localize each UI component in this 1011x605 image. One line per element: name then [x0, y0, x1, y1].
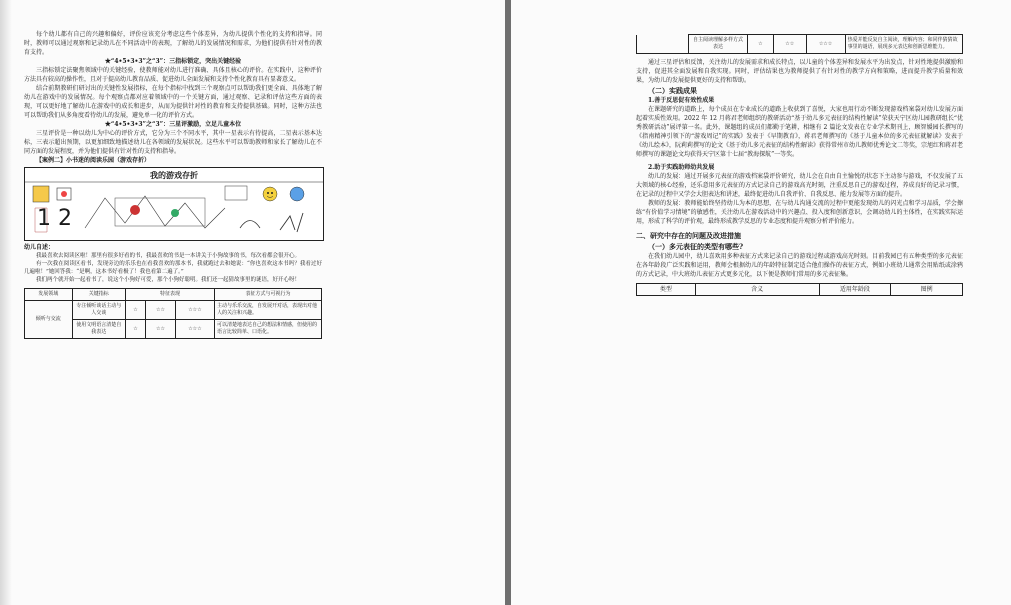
left-document-page: [0, 0, 505, 605]
section-heading: ★“4•5•3•3”之“3”：三星评激励，立足儿童本位: [104, 121, 242, 128]
table-header-row: [637, 284, 963, 296]
child-drawing-image: [24, 167, 324, 241]
table-header: 关键指标: [72, 289, 125, 301]
star-rating-one: ☆: [125, 320, 145, 339]
star-rating-three: ☆☆☆: [175, 301, 214, 320]
table-cell: 主动与乐乐交流，自发展开对话，表现出对他人的关注和兴趣。: [215, 301, 322, 320]
table-header: 类型: [637, 284, 696, 296]
evaluation-table: [24, 288, 322, 339]
paragraph: 教师的发展：教师能始终坚持幼儿为本的思想，在与幼儿沟通交流的过程中更能发现幼儿的闪光点和学习品质，学会擦练“有价值学习情境”的敏感性，关注幼儿在游戏活动中的兴趣点、投入度和创新意识，会调动幼儿的主体性，在实践实际运用，形成了科学的评价观，最终形成教学反思的专业态度和提升观察分析评价能力。: [636, 200, 963, 225]
table-header: 适用年龄段: [819, 284, 891, 296]
table-header: 图例: [891, 284, 963, 296]
child-narration: 我最喜欢去阅读区啦！那里有很多好看的书，我最喜欢的书是一本讲关于小狗故事的书，每次看都会很开心。: [36, 253, 301, 259]
table-header: 特征表现: [125, 289, 214, 301]
right-page-content: [636, 34, 963, 296]
paragraph: 幼儿的发展：通过开展多元表征的游戏档案袋评价研究，幼儿会在自由自主愉悦的状态下主动参与游戏，不仅发展了五大领域的核心经验，还乐意用多元表征的方式记录自己的游戏高光时刻，注重反思自己的游戏过程，养成良好的记录习惯，在记录的过程中又学会大胆表达和讲述，最终促进幼儿自我评价、自我反思、能力发展等方面的提升。: [636, 173, 963, 198]
section-heading: （一）多元表征的类型有哪些?: [648, 242, 744, 251]
table-row: [25, 301, 322, 320]
paragraph: 三指标锁定法聚焦领域中的关键经验，使教师能对幼儿进行准确、具体且核心的评价。在实践中，这种评价方法具有较高的操作性，且对于提高幼儿教育品质、促进幼儿全面发展和支持个性化教育具有显著意义。: [24, 67, 322, 83]
child-narration: 我们两个就开始一起看书了，说这个小狗好可爱，那个小狗好聪明。我们还一起猜故事里的谜语，好开心呀！: [36, 277, 301, 283]
evaluation-table-continued: [636, 34, 963, 54]
star-rating-two: ☆☆: [146, 320, 176, 339]
star-rating-one: ☆: [125, 301, 145, 320]
subsection-heading: 2.助于实践助师幼共发展: [648, 164, 715, 171]
table-header: 表征方式与可视行为: [215, 289, 322, 301]
page-edge-shadow: [0, 0, 12, 605]
table-cell: 自主阅读理解多样方式表达: [689, 35, 748, 54]
left-page-content: [24, 30, 322, 339]
table-header: 发展领域: [25, 289, 73, 301]
paragraph: 通过三星评估和反馈，关注幼儿的发展需求和成长特点，以儿童的个体差异和发展水平为出发点，针对性地提供激励和支持，促进其全面发展和自我实现。同时，评估结果也为教师提供了有针对性的教学方向和策略，进而提升教学质量和效果，为幼儿的发展提供更好的支持和帮助。: [636, 59, 963, 84]
paragraph: 在课题研究的道路上，每个成员在专业成长的道路上收获到了喜悦，大家也用行动不断发现游戏档案袋对幼儿发展方面起着实质性效用。2022 年 12 月蒋君老师组织的教研活动“基于幼儿多元表征的结构性解读”荣获天宁区幼儿园教研组长“优秀教研活动”展评第一名。此外，课题组的成员们都勤于笔耕，相继有 2 篇论文发表在专业学术期刊上，顾智媛园长撰写的《指南精神引领下的“游戏周记”的实践》发表于《早期教育》，蒋君老师撰写的《基于儿童本位的多元表征就解读》发表于《幼儿绘本》，阮莉莉撰写的论文《基于幼儿多元表征的结构性解读》获得常州市幼儿教师优秀论文二等奖，宗旭红和蒋君老师撰写的课题论文均获得天宁区第十七届“教海探航”一等奖。: [636, 106, 964, 158]
table-header: 含义: [695, 284, 819, 296]
section-heading: ★“4•5•3•3”之“3”：三指标锁定，突出关键经验: [104, 58, 242, 65]
drawing-handwritten-numbers: 1 2: [37, 206, 72, 231]
table-row: [637, 35, 963, 54]
table-cell: 使用文明语言清楚自我表达: [72, 320, 125, 339]
representation-types-table: [636, 283, 963, 296]
table-cell: 可以清楚地表达自己的想法和情感，但使用的语言比较简单、口语化。: [215, 320, 322, 339]
table-cell: 热爱并能反复自主阅读，理解内容；和同伴猜猜故事里的谜语，展现多元表达和创新思维能力。: [845, 35, 962, 54]
chapter-heading: 二、研究中存在的问题及改进措施: [636, 231, 741, 240]
paragraph: 在我们幼儿园中，幼儿喜欢用多种表征方式来记录自己的游戏过程或游戏高光时刻。目前我园已有五种类型的多元表征在各年龄段广泛实践和运用，教师会根据幼儿的年龄特征制定适合他们操作的表征方式，例如小班幼儿通常会用贴纸或涂鸦的方式记录，中大班幼儿表征方式更多元化，以下便是教师们常用的多元表征集。: [636, 253, 963, 278]
table-cell: 专注倾听谈话主动与人交谈: [72, 301, 125, 320]
drawing-title: 我的游戏存折: [150, 170, 198, 180]
table-header-row: [25, 289, 322, 301]
star-rating-one: ☆: [747, 35, 773, 54]
table-cell-empty: [637, 35, 689, 54]
table-cell-domain: 倾听与交流: [25, 301, 73, 339]
star-rating-two: ☆☆: [146, 301, 176, 320]
paragraph: 三星评价是一种以幼儿为中心的评价方式，它分为三个不同水平，其中一星表示有待提高，二星表示基本达标，三表示超出预期，以更加细致地描述幼儿在各领域的发展状况。这些水平可以帮助教师和家长了解幼儿在不同方面的发展程度，并为他们提供有针对性的支持和指导。: [24, 130, 322, 155]
right-document-page: [511, 0, 1011, 605]
star-rating-three: ☆☆☆: [806, 35, 845, 54]
section-heading: （二）实践成果: [648, 86, 697, 95]
child-narration-label: 幼儿自述：: [24, 244, 55, 251]
child-narration: 有一次我在阅读区看书，发现旁边的乐乐也在看我喜欢的那本书，我就跑过去和她说：“你也喜欢这本书吗？我看过好几遍啦！”她回答我：“是啊，这本书好看极了！我也看第二遍了。”: [24, 261, 322, 275]
subsection-heading: 1.善于反思促有效性成果: [648, 97, 715, 104]
paragraph: 每个幼儿都有自己的兴趣和偏好，评价应该充分考虑这些个体差异，为幼儿提供个性化的支持和指导。同时，教师可以通过观察和记录幼儿在不同活动中的表现，了解幼儿的发展情况和需求，为他们提供有针对性的教育支持。: [24, 31, 322, 56]
paragraph: 结合前期教研们研讨出的关键性发展指标，在每个指标中找到三个观察点可以帮助我们更全面、具体地了解幼儿在游戏中的发展情况。每个观察点都对应着领域中的一个关键方面，通过观察、记录和评估这些方面的表现，可以更好地了解幼儿在游戏中的成长和进步，从而为提供针对性的教育和支持提供基础。同时，这种方法也可以帮助我们从多角度看待幼儿的发展，避免单一化的评价方式。: [24, 85, 322, 119]
star-rating-three: ☆☆☆: [175, 320, 214, 339]
star-rating-two: ☆☆: [773, 35, 806, 54]
case-label: 【案例二】小书迷的阅读乐园（游戏存折）: [36, 157, 151, 164]
